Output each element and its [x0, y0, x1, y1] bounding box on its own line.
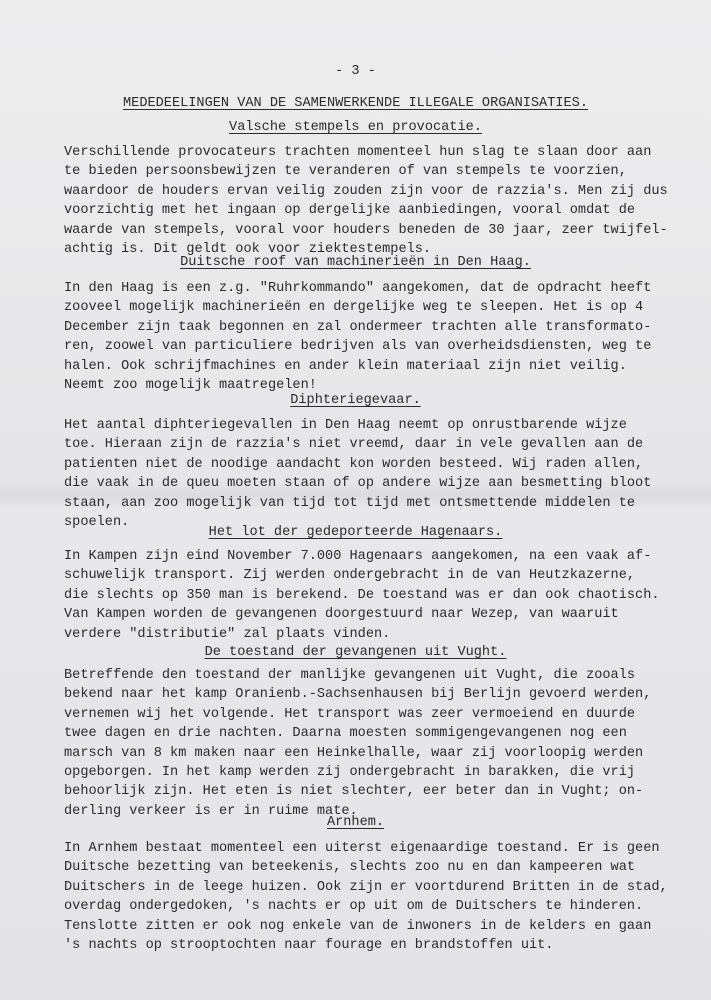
- text-line: halen. Ook schrijfmachines en ander klein materiaal zijn niet veilig.: [64, 358, 627, 374]
- section-paragraph: [64, 416, 704, 532]
- text-line: Van Kampen worden de gevangenen doorgestuurd naar Wezep, van waaruit: [64, 607, 619, 623]
- text-line: In Arnhem bestaat momenteel een uiterst eigenaardige toestand. Er is geen: [64, 841, 660, 856]
- text-line: December zijn taak begonnen en zal ondermeer trachten alle transformato-: [64, 319, 652, 335]
- text-line: die slechts op 350 man is berekend. De toestand was er dan ook chaotisch.: [64, 587, 660, 603]
- text-line: achtig is. Dit geldt ook voor ziektestempels.: [64, 241, 432, 257]
- text-line: opgeborgen. In het kamp werden zij ondergebracht in barakken, die vrij: [64, 764, 636, 780]
- section-heading: [0, 118, 711, 137]
- section-paragraph: [64, 143, 704, 259]
- text-line: toe. Hieraan zijn de razzia's niet vreemd, daar in vele gevallen aan de: [64, 437, 644, 453]
- text-line: te bieden persoonsbewijzen te veranderen of van stempels te voorzien,: [64, 164, 627, 180]
- text-line: overdag ondergedoken, 's nachts er op uit om de Duitschers te hinderen.: [64, 899, 644, 915]
- text-line: voorzichtig met het ingaan op dergelijke aanbiedingen, vooral omdat de: [64, 203, 636, 219]
- text-line: In den Haag is een z.g. "Ruhrkommando" aangekomen, dat de opdracht heeft: [64, 281, 652, 296]
- section-heading: [0, 523, 711, 542]
- document-title: [0, 94, 711, 113]
- section-heading-text: De toestand der gevangenen uit Vught.: [204, 645, 507, 660]
- section-paragraph: [64, 839, 704, 955]
- text-line: bekend naar het kamp Oranienb.-Sachsenhausen bij Berlijn gevoerd werden,: [64, 687, 652, 703]
- section-heading: [0, 813, 711, 832]
- text-line: zooveel mogelijk machinerieën en dergelijke weg te sleepen. Het is op 4: [64, 300, 644, 316]
- text-line: derling verkeer is er in ruime mate.: [64, 803, 358, 819]
- text-line: ren, zoowel van particuliere bedrijven als van overheidsdiensten, weg te: [64, 339, 652, 355]
- page-number: - 3 -: [335, 64, 376, 79]
- text-line: staan, aan zoo mogelijk van tijd tot tijd met ontsmettende middelen te: [64, 495, 636, 511]
- text-line: Neemt zoo mogelijk maatregelen!: [64, 377, 317, 393]
- text-line: schuwelijk transport. Zij werden ondergebracht in de van Heutzkazerne,: [64, 568, 636, 584]
- section-heading-text: Arnhem.: [326, 815, 385, 830]
- section-paragraph: [64, 666, 704, 821]
- text-line: marsch van 8 km maken naar een Heinkelhalle, waar zij voorloopig werden: [64, 745, 644, 761]
- text-line: In Kampen zijn eind November 7.000 Hagenaars aangekomen, na een vaak af-: [64, 549, 652, 564]
- text-line: Tenslotte zitten er ook nog enkele van de inwoners in de kelders en gaan: [64, 918, 652, 934]
- text-line: vernemen wij het volgende. Het transport was zeer vermoeiend en duurde: [64, 706, 636, 722]
- section-paragraph: [64, 279, 704, 395]
- section-heading-text: Diphteriegevaar.: [290, 393, 421, 408]
- text-line: spoelen.: [64, 514, 130, 530]
- section-heading: [0, 643, 711, 662]
- text-line: verdere "distributie" zal plaats vinden.: [64, 626, 391, 642]
- text-line: waardoor de houders ervan veilig zouden zijn voor de razzia's. Men zij dus: [64, 183, 668, 199]
- section-heading-text: Duitsche roof van machinerieën in Den Haag.: [180, 255, 531, 270]
- text-line: waarde van stempels, vooral voor houders beneden de 30 jaar, zeer twijfel-: [64, 222, 668, 238]
- text-line: die vaak in de queu moeten staan of op andere wijze aan besmetting bloot: [64, 476, 652, 492]
- text-line: twee dagen en drie nachten. Daarna moesten sommigengevangenen nog een: [64, 726, 627, 742]
- text-line: 's nachts op strooptochten naar fourage en brandstoffen uit.: [64, 937, 554, 953]
- text-line: Het aantal diphteriegevallen in Den Haag neemt op onrustbarende wijze: [64, 418, 627, 433]
- text-line: Verschillende provocateurs trachten momenteel hun slag te slaan door aan: [64, 145, 652, 160]
- section-heading-text: Valsche stempels en provocatie.: [229, 120, 482, 135]
- text-line: Duitsche bezetting van beteekenis, slechts zoo nu en dan kampeeren wat: [64, 860, 636, 876]
- section-heading-text: Het lot der gedeporteerde Hagenaars.: [208, 525, 503, 540]
- section-heading: [0, 391, 711, 410]
- text-line: patienten niet de noodige aandacht kon worden besteed. Wij raden allen,: [64, 456, 644, 472]
- text-line: behoorlijk zijn. Het eten is niet slechter, eer beter dan in Vught; on-: [64, 784, 644, 800]
- document-title-text: MEDEDEELINGEN VAN DE SAMENWERKENDE ILLEGALE ORGANISATIES.: [123, 96, 588, 111]
- section-paragraph: [64, 547, 704, 644]
- text-line: Duitschers in de leege huizen. Ook zijn er voortdurend Britten in de stad,: [64, 879, 668, 895]
- text-line: Betreffende den toestand der manlijke gevangenen uit Vught, die zooals: [64, 668, 636, 683]
- section-heading: [0, 253, 711, 272]
